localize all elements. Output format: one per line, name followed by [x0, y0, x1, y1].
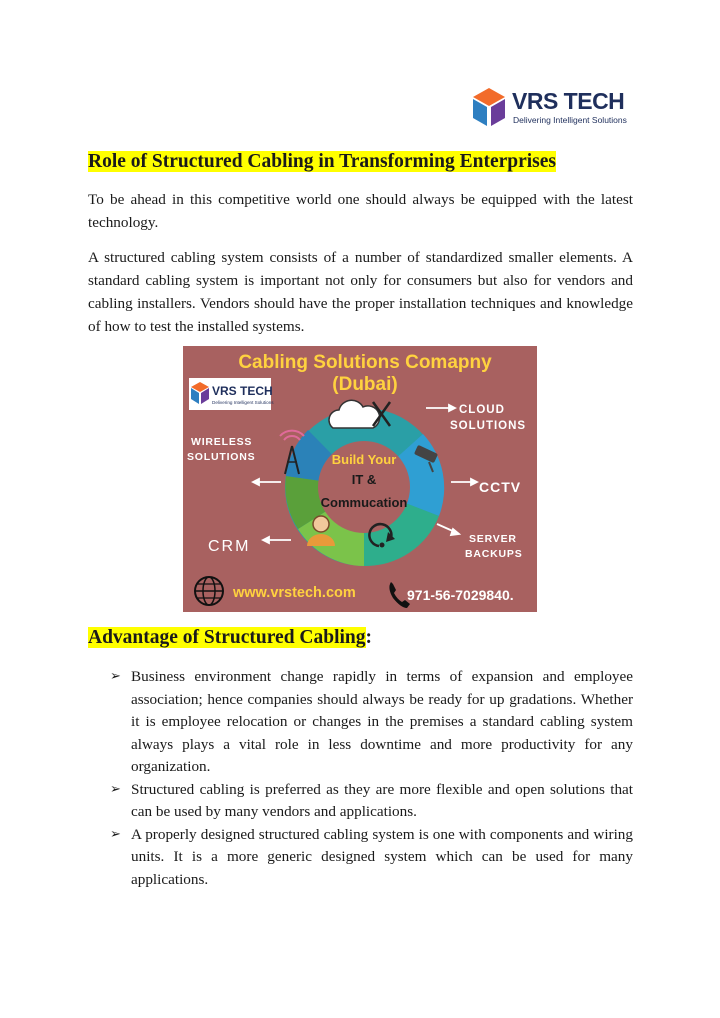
cloud-label-line2: SOLUTIONS: [450, 420, 527, 432]
cloud-label-line1: CLOUD: [459, 404, 505, 416]
phone-number-text: 971-56-7029840.: [407, 587, 514, 603]
website-text: www.vrstech.com: [233, 585, 356, 601]
wireless-label-line1: WIRELESS: [191, 436, 253, 448]
advantages-list: [108, 666, 633, 891]
wireless-label-line2: SOLUTIONS: [187, 451, 256, 463]
bullet-arrow-icon: ➢: [110, 669, 121, 684]
server-label-line1: SERVER: [469, 533, 517, 545]
center-text-line2: IT &: [351, 472, 377, 487]
list-item: [108, 666, 633, 779]
infographic-logo-name: VRS TECH: [212, 384, 273, 398]
infographic-logo-tagline: Delivering Intelligent Solutions: [212, 400, 274, 405]
list-item: [108, 779, 633, 824]
list-item-text: Structured cabling is preferred as they are more flexible and open solutions that can be used by many vendors and applications.: [131, 780, 633, 820]
logo-cube-icon: [470, 86, 508, 128]
page-title-text: Role of Structured Cabling in Transforming Enterprises: [88, 151, 557, 172]
crm-label: CRM: [208, 538, 251, 555]
section-heading-text: Advantage of Structured Cabling: [88, 627, 366, 648]
cctv-label: CCTV: [479, 479, 522, 495]
bullet-arrow-icon: ➢: [110, 781, 121, 797]
server-label-line2: BACKUPS: [465, 548, 523, 560]
bullet-arrow-icon: ➢: [110, 826, 121, 842]
description-paragraph: A structured cabling system consists of a number of standardized smaller elements. A standard cabling system is important not only for consumers but also for vendors and cabling installers. Vendors should have the proper installation techniques and knowledge of how to test the installed systems.: [88, 249, 633, 335]
section-heading: [88, 626, 372, 650]
list-item-text: Business environment change rapidly in terms of expansion and employee association; hence companies should always be ready for up gradations. Whether it is employee relocation or changes in the premises a standard cabling system always plays a vital role in less downtime and more productivity for any organization.: [131, 668, 633, 775]
infographic-subtitle: (Dubai): [332, 374, 398, 395]
intro-paragraph: To be ahead in this competitive world one should always be equipped with the latest technology.: [88, 191, 633, 231]
center-text-line1: Build Your: [331, 452, 397, 467]
center-text-line3: Commucation: [320, 495, 408, 510]
section-heading-colon: :: [365, 627, 373, 648]
list-item: [108, 824, 633, 892]
logo-tagline: Delivering Intelligent Solutions: [513, 115, 627, 125]
page-title: [88, 150, 556, 174]
infographic-logo: [189, 378, 274, 410]
logo-name: VRS TECH: [512, 88, 625, 114]
list-item-text: A properly designed structured cabling system is one with components and wiring units. It is a more generic designed system which can be used for many applications.: [131, 825, 633, 888]
company-logo: [470, 86, 630, 130]
cabling-infographic: [183, 346, 537, 612]
infographic-title: Cabling Solutions Comapny: [238, 352, 492, 373]
